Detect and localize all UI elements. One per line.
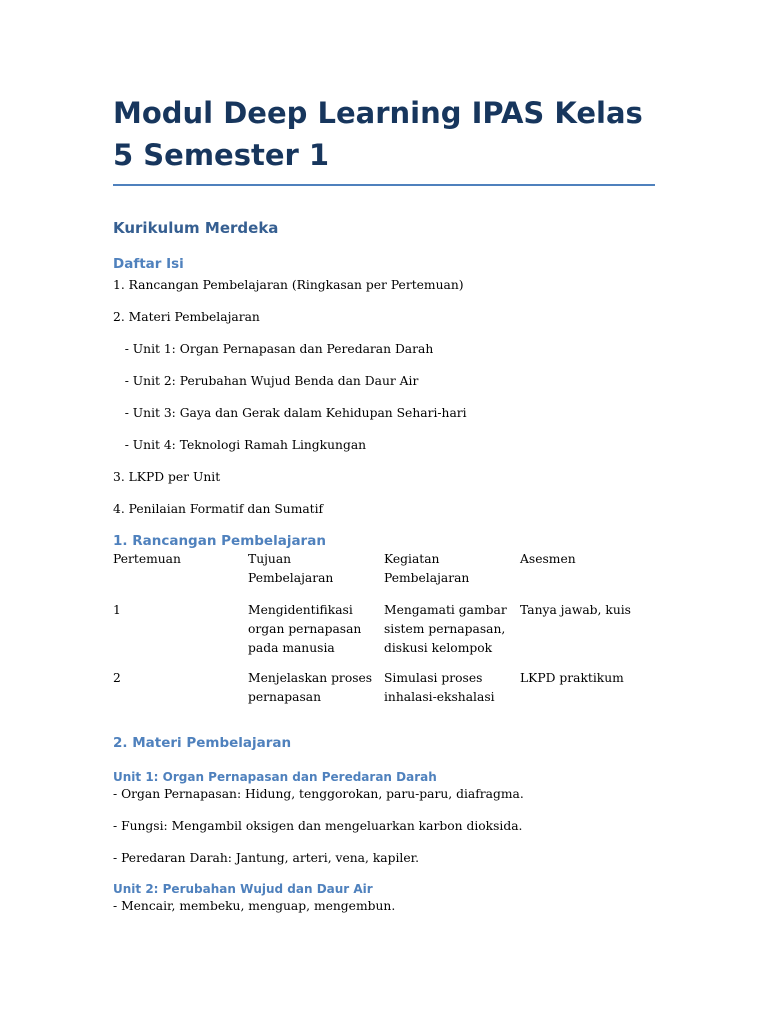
toc-heading: Daftar Isi xyxy=(113,256,184,272)
section1-heading: 1. Rancangan Pembelajaran xyxy=(113,533,326,549)
section2-heading: 2. Materi Pembelajaran xyxy=(113,735,292,751)
table-header-row xyxy=(113,550,655,588)
rancangan-table xyxy=(113,550,655,707)
table-header-cell: Tujuan Pembelajaran xyxy=(248,552,334,585)
table-header-cell: Pertemuan xyxy=(113,552,181,566)
table-cell: 1 xyxy=(113,603,121,617)
table-cell: Menjelaskan proses pernapasan xyxy=(248,671,373,704)
table-cell: Tanya jawab, kuis xyxy=(520,603,631,617)
toc-item-2: 2. Materi Pembelajaran xyxy=(113,310,260,324)
table-header-cell: Kegiatan Pembelajaran xyxy=(384,552,470,585)
unit1-heading: Unit 1: Organ Pernapasan dan Peredaran Darah xyxy=(113,770,437,784)
unit1-para-3: - Peredaran Darah: Jantung, arteri, vena, kapiler. xyxy=(113,851,420,865)
table-row xyxy=(113,658,655,707)
table-cell: 2 xyxy=(113,671,121,685)
toc-item-1: 1. Rancangan Pembelajaran (Ringkasan per Pertemuan) xyxy=(113,278,464,292)
unit2-heading: Unit 2: Perubahan Wujud dan Daur Air xyxy=(113,882,373,896)
toc-item-unit1: - Unit 1: Organ Pernapasan dan Peredaran Darah xyxy=(113,342,434,356)
unit1-para-2: - Fungsi: Mengambil oksigen dan mengeluarkan karbon dioksida. xyxy=(113,819,523,833)
document-title: Modul Deep Learning IPAS Kelas 5 Semester 1 xyxy=(113,92,655,186)
table-header-cell: Asesmen xyxy=(520,552,576,566)
toc-item-unit4: - Unit 4: Teknologi Ramah Lingkungan xyxy=(113,438,367,452)
table-cell: Mengamati gambar sistem pernapasan, diskusi kelompok xyxy=(384,603,507,655)
subtitle-kurikulum: Kurikulum Merdeka xyxy=(113,219,279,237)
toc-item-unit3: - Unit 3: Gaya dan Gerak dalam Kehidupan Sehari-hari xyxy=(113,406,467,420)
table-cell: LKPD praktikum xyxy=(520,671,624,685)
table-cell: Simulasi proses inhalasi-ekshalasi xyxy=(384,671,495,704)
document-page xyxy=(113,92,655,915)
table-cell: Mengidentifikasi organ pernapasan pada manusia xyxy=(248,603,362,655)
unit1-para-1: - Organ Pernapasan: Hidung, tenggorokan, paru-paru, diafragma. xyxy=(113,787,524,801)
toc-item-unit2: - Unit 2: Perubahan Wujud Benda dan Daur Air xyxy=(113,374,419,388)
toc-item-4: 4. Penilaian Formatif dan Sumatif xyxy=(113,502,324,516)
unit2-para-1: - Mencair, membeku, menguap, mengembun. xyxy=(113,899,396,913)
table-row xyxy=(113,588,655,658)
toc-item-3: 3. LKPD per Unit xyxy=(113,470,221,484)
